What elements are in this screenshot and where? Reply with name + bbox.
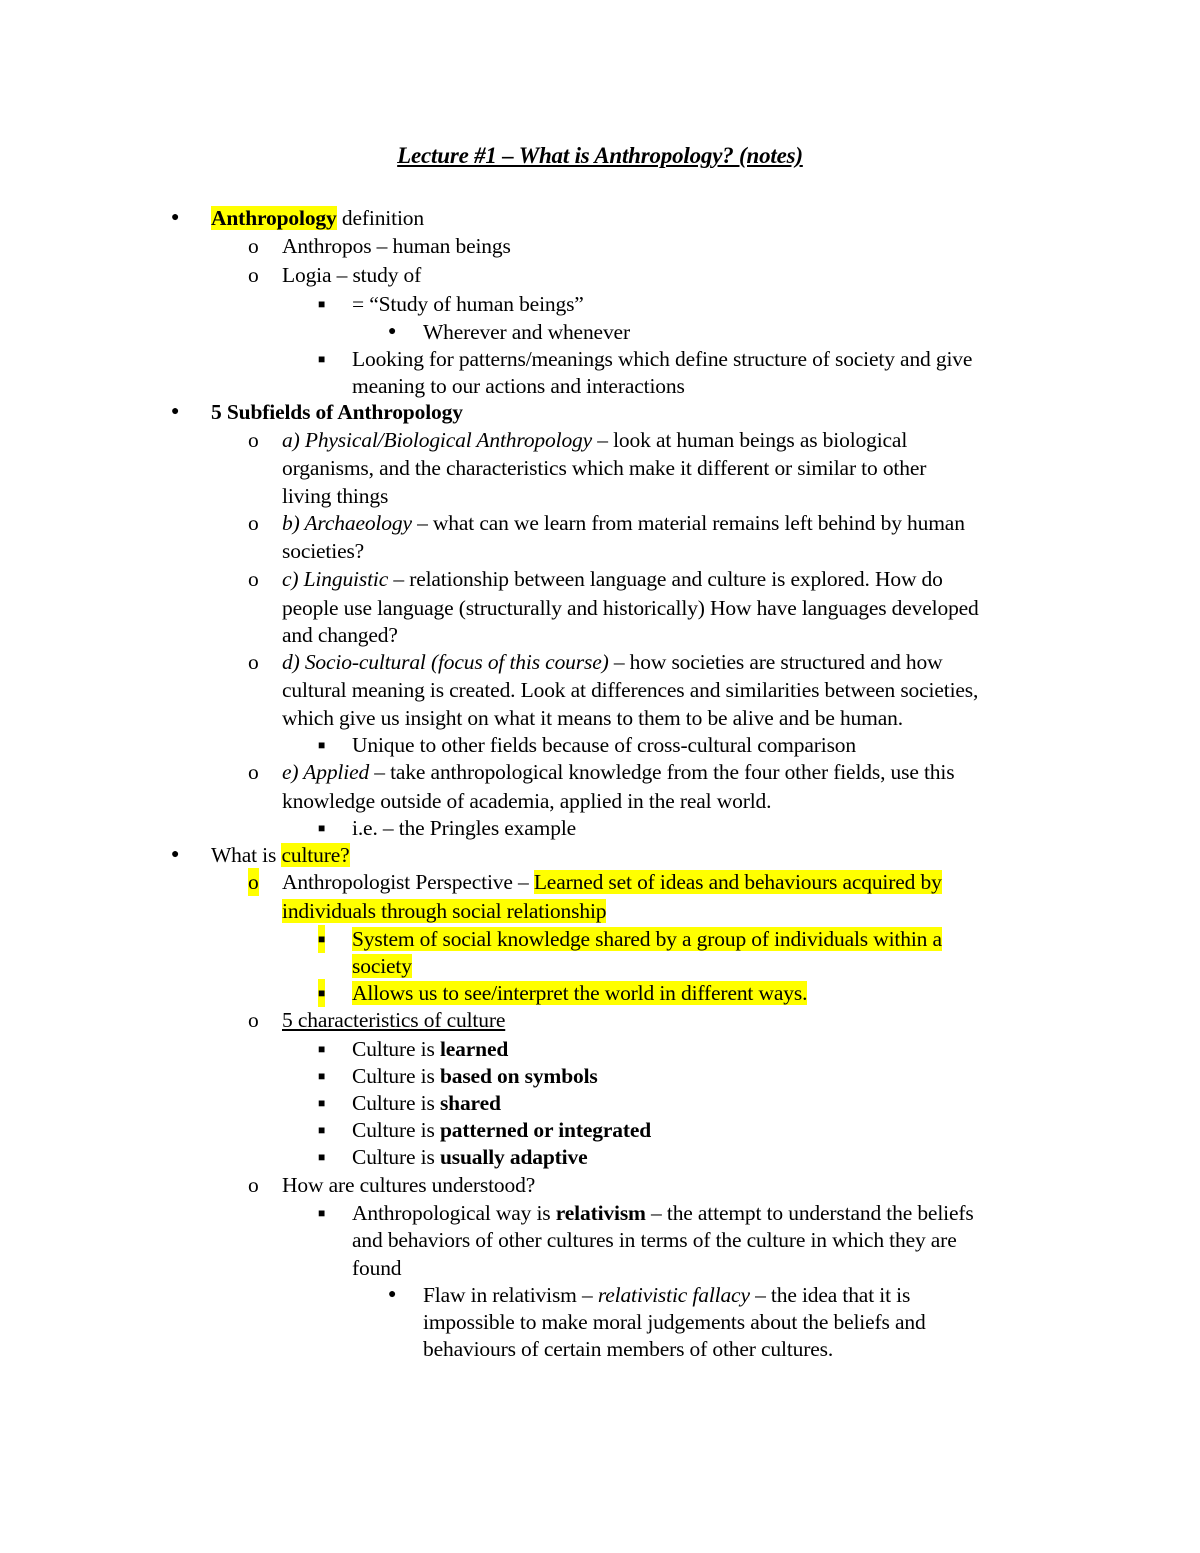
item-prefix: Culture is [352, 1145, 440, 1169]
list-item-continuation: and behaviors of other cultures in terms of the culture in which they are [352, 1228, 957, 1252]
circle-marker: o [248, 870, 259, 894]
item-bold: patterned or integrated [439, 1118, 652, 1142]
square-marker: ■ [318, 1123, 326, 1137]
square-marker: ■ [318, 979, 325, 1007]
heading-text: definition [336, 206, 424, 230]
subfield-label: b) Archaeology [282, 511, 412, 535]
list-item-continuation: which give us insight on what it means to them to be alive and be human. [282, 706, 903, 730]
anthropologist-perspective [282, 868, 942, 896]
list-item-continuation: cultural meaning is created. Look at differences and similarities between societies, [282, 678, 979, 702]
circle-marker: o [248, 650, 259, 674]
list-item: Wherever and whenever [423, 320, 630, 344]
square-marker: ■ [318, 738, 326, 752]
list-item: Unique to other fields because of cross-cultural comparison [352, 733, 857, 757]
list-item: = “Study of human beings” [352, 292, 584, 316]
item-text: – the idea that it is [749, 1283, 911, 1307]
square-marker: ■ [318, 352, 326, 366]
list-item: Anthropos – human beings [282, 234, 511, 258]
list-item-continuation: impossible to make moral judgements about the beliefs and [423, 1310, 926, 1334]
item-bold: usually adaptive [439, 1145, 588, 1169]
flaw-item [423, 1281, 910, 1309]
item-prefix: Culture is [352, 1064, 440, 1088]
underlined-heading: 5 characteristics of culture [282, 1008, 506, 1032]
circle-marker: o [248, 1173, 259, 1197]
item-bold: relativism [555, 1201, 646, 1225]
anthropology-term: Anthropology [211, 206, 337, 230]
subfield-label: d) Socio-cultural (focus of this course) [282, 650, 609, 674]
list-item-continuation [282, 897, 606, 925]
list-item-continuation [352, 952, 412, 980]
square-marker: ■ [318, 1042, 326, 1056]
square-marker: ■ [318, 925, 325, 953]
subfield-socio-cultural [282, 648, 942, 676]
list-item-continuation: societies? [282, 539, 365, 563]
item-prefix: Anthropological way is [352, 1201, 556, 1225]
list-item-continuation: and changed? [282, 623, 398, 647]
circle-marker: o [248, 511, 259, 535]
characteristics-heading [282, 1006, 505, 1034]
highlighted-term: culture? [281, 843, 350, 867]
item-bold: learned [439, 1037, 509, 1061]
subfields-heading [211, 398, 463, 426]
circle-marker: o [248, 428, 259, 452]
circle-marker: o [248, 263, 259, 287]
subfield-linguistic [282, 565, 943, 593]
bullet-marker: ● [171, 847, 180, 862]
list-item-continuation: behaviours of certain members of other cultures. [423, 1337, 834, 1361]
highlighted-text: Learned set of ideas and behaviours acquired by [533, 870, 942, 894]
anthropology-definition-heading [211, 204, 424, 232]
item-prefix: Flaw in relativism – [423, 1283, 598, 1307]
list-item [352, 925, 942, 953]
list-item: How are cultures understood? [282, 1173, 536, 1197]
subfield-physical [282, 426, 907, 454]
bullet-marker: ● [171, 210, 180, 225]
list-item-continuation: meaning to our actions and interactions [352, 374, 685, 398]
circle-marker: o [248, 567, 259, 591]
subfield-label: e) Applied [282, 760, 370, 784]
list-item: i.e. – the Pringles example [352, 816, 577, 840]
subfield-text: – how societies are structured and how [608, 650, 943, 674]
item-prefix: Culture is [352, 1037, 440, 1061]
circle-marker: o [248, 234, 259, 258]
subfield-archaeology [282, 509, 965, 537]
subfield-text: – take anthropological knowledge from the four other fields, use this [369, 760, 955, 784]
item-italic: relativistic fallacy [597, 1283, 750, 1307]
characteristic-item [352, 1143, 587, 1171]
subfield-text: – what can we learn from material remains left behind by human [411, 511, 965, 535]
heading-text: What is [211, 843, 282, 867]
subfield-label: a) Physical/Biological Anthropology [282, 428, 593, 452]
item-bold: based on symbols [439, 1064, 598, 1088]
bullet-marker: ● [388, 324, 397, 339]
highlighted-text: Allows us to see/interpret the world in different ways. [352, 981, 808, 1005]
characteristic-item [352, 1035, 508, 1063]
bullet-marker: ● [388, 1287, 397, 1302]
circle-marker: o [248, 1008, 259, 1032]
characteristic-item [352, 1116, 651, 1144]
subfield-text: – relationship between language and culture is explored. How do [388, 567, 943, 591]
bullet-marker: ● [171, 404, 180, 419]
square-marker: ■ [318, 821, 326, 835]
subfield-text: – look at human beings as biological [592, 428, 908, 452]
item-prefix: Culture is [352, 1091, 440, 1115]
list-item: Logia – study of [282, 263, 422, 287]
list-item-continuation: found [352, 1256, 402, 1280]
list-item: Looking for patterns/meanings which define structure of society and give [352, 347, 973, 371]
item-prefix: Culture is [352, 1118, 440, 1142]
square-marker: ■ [318, 297, 326, 311]
perspective-label: Anthropologist Perspective – [282, 870, 534, 894]
list-item [352, 979, 807, 1007]
square-marker: ■ [318, 1096, 326, 1110]
highlighted-text: individuals through social relationship [282, 899, 607, 923]
list-item-continuation: people use language (structurally and historically) How have languages developed [282, 596, 979, 620]
square-marker: ■ [318, 1206, 326, 1220]
circle-marker: o [248, 760, 259, 784]
item-bold: shared [439, 1091, 501, 1115]
square-marker: ■ [318, 1150, 326, 1164]
list-item-continuation: living things [282, 484, 389, 508]
list-item-continuation: organisms, and the characteristics which make it different or similar to other [282, 456, 927, 480]
characteristic-item [352, 1062, 598, 1090]
heading-text: 5 Subfields of Anthropology [211, 400, 463, 424]
relativism-item [352, 1199, 974, 1227]
square-marker: ■ [318, 1069, 326, 1083]
item-text: – the attempt to understand the beliefs [645, 1201, 974, 1225]
culture-heading [211, 841, 350, 869]
highlighted-text: System of social knowledge shared by a group of individuals within a [352, 927, 942, 951]
highlighted-text: society [352, 954, 412, 978]
page-title: Lecture #1 – What is Anthropology? (notes) [397, 143, 803, 168]
list-item-continuation: knowledge outside of academia, applied in the real world. [282, 789, 772, 813]
characteristic-item [352, 1089, 501, 1117]
subfield-applied [282, 758, 954, 786]
subfield-label: c) Linguistic [282, 567, 389, 591]
